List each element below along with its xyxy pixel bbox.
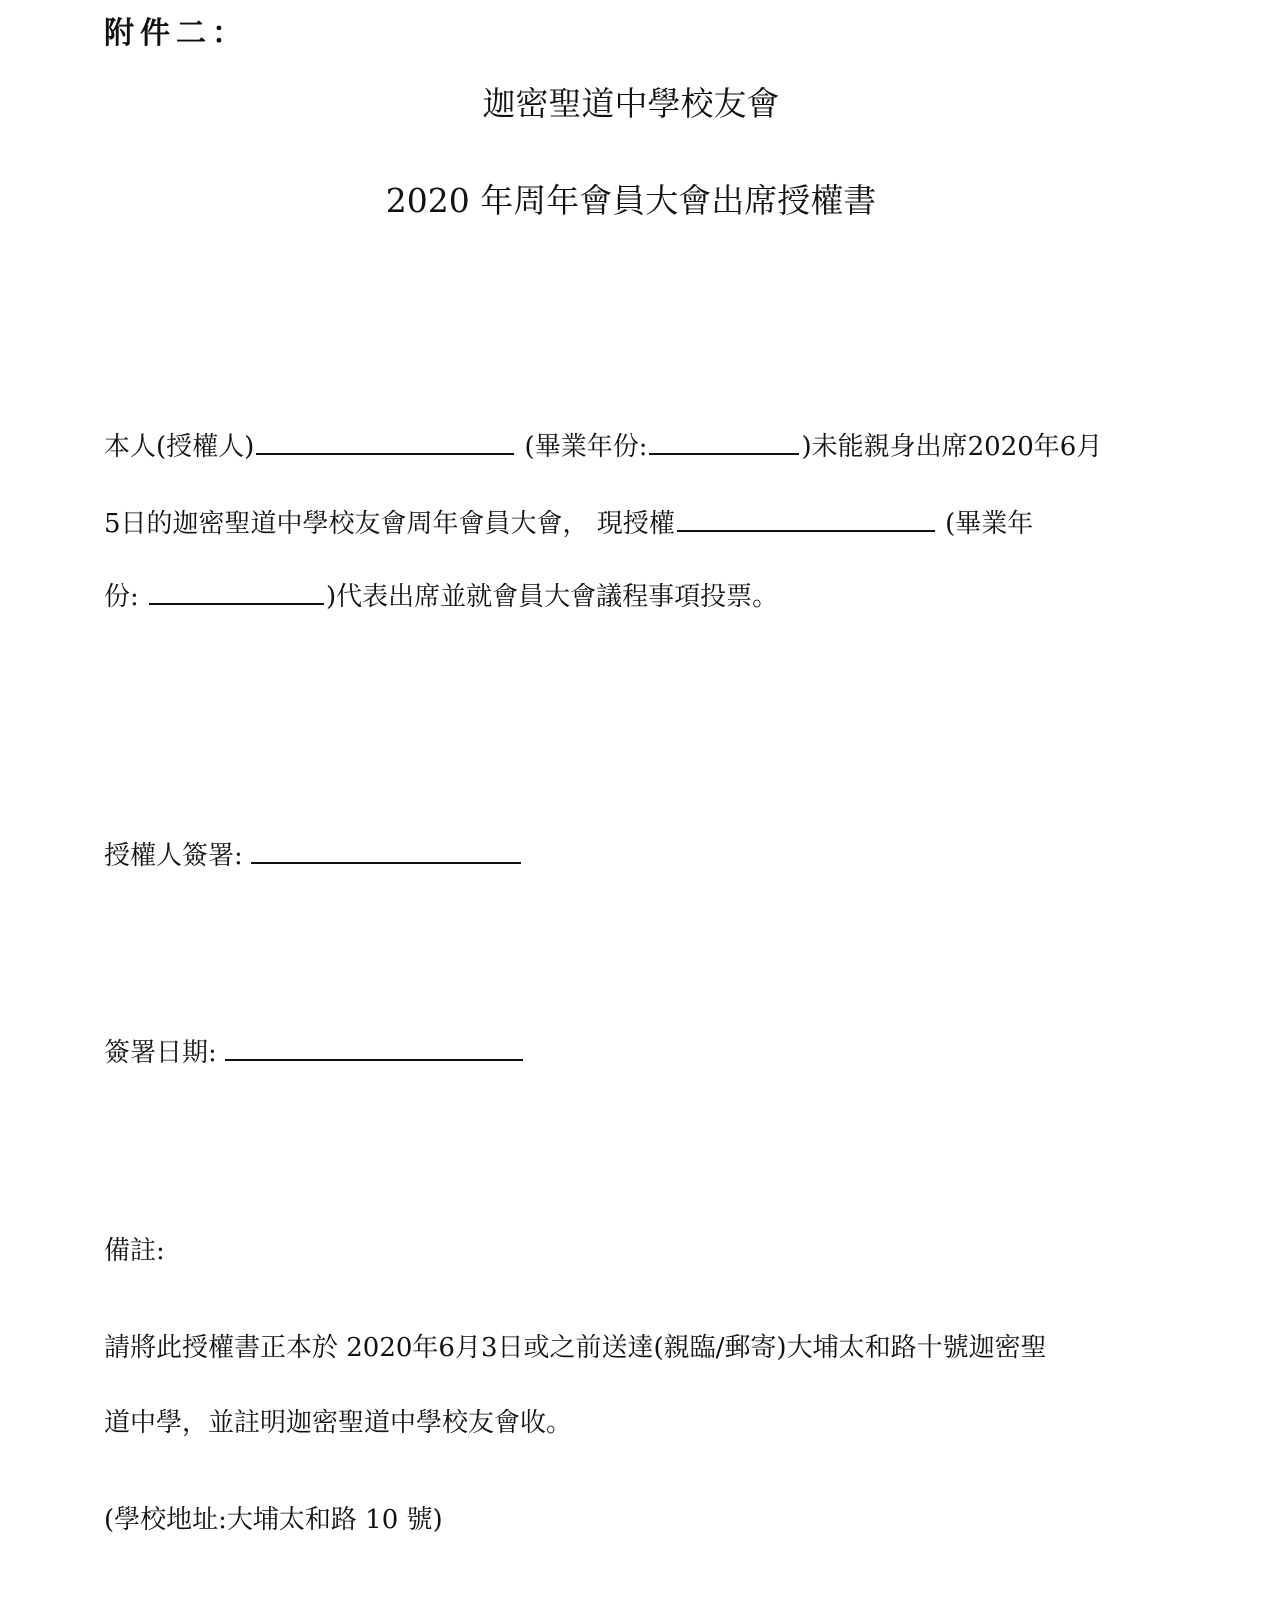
remarks-line-2: 道中學，並註明迦密聖道中學校友會收。: [104, 1408, 573, 1438]
paragraph-line-3: [104, 576, 778, 613]
date-field[interactable]: [225, 1035, 523, 1061]
meeting-text: 5日的迦密聖道中學校友會周年會員大會， 現授權: [104, 509, 675, 539]
annex-label: 附件二：: [104, 16, 248, 51]
proxy-grad-year-field[interactable]: [149, 581, 324, 605]
school-title: 迦密聖道中學校友會: [482, 84, 780, 123]
proxy-name-field[interactable]: [677, 508, 935, 532]
paragraph-line-2: [104, 503, 1033, 540]
date-label: 簽署日期:: [104, 1038, 217, 1068]
signature-field[interactable]: [251, 838, 521, 864]
signature-row: [104, 835, 521, 872]
authorizer-name-field[interactable]: [256, 431, 514, 455]
date-row: [104, 1032, 523, 1069]
authorizer-label: 本人(授權人): [104, 432, 255, 462]
grad-year-label: (畢業年份:: [516, 432, 648, 462]
year-label: 份:: [104, 582, 148, 612]
remarks-heading: 備註:: [104, 1236, 165, 1266]
proxy-grad-year-label: (畢業年: [936, 509, 1034, 539]
absence-text: )未能親身出席2020年6月: [801, 432, 1103, 462]
school-address: (學校地址:大埔太和路 10 號): [104, 1505, 443, 1535]
paragraph-line-1: [104, 426, 1102, 463]
signature-label: 授權人簽署:: [104, 841, 243, 871]
form-title: 2020 年周年會員大會出席授權書: [385, 181, 877, 220]
vote-text: )代表出席並就會員大會議程事項投票。: [326, 582, 779, 612]
remarks-line-1: 請將此授權書正本於 2020年6月3日或之前送達(親臨/郵寄)大埔太和路十號迦密聖: [104, 1333, 1047, 1363]
authorizer-grad-year-field[interactable]: [649, 431, 799, 455]
